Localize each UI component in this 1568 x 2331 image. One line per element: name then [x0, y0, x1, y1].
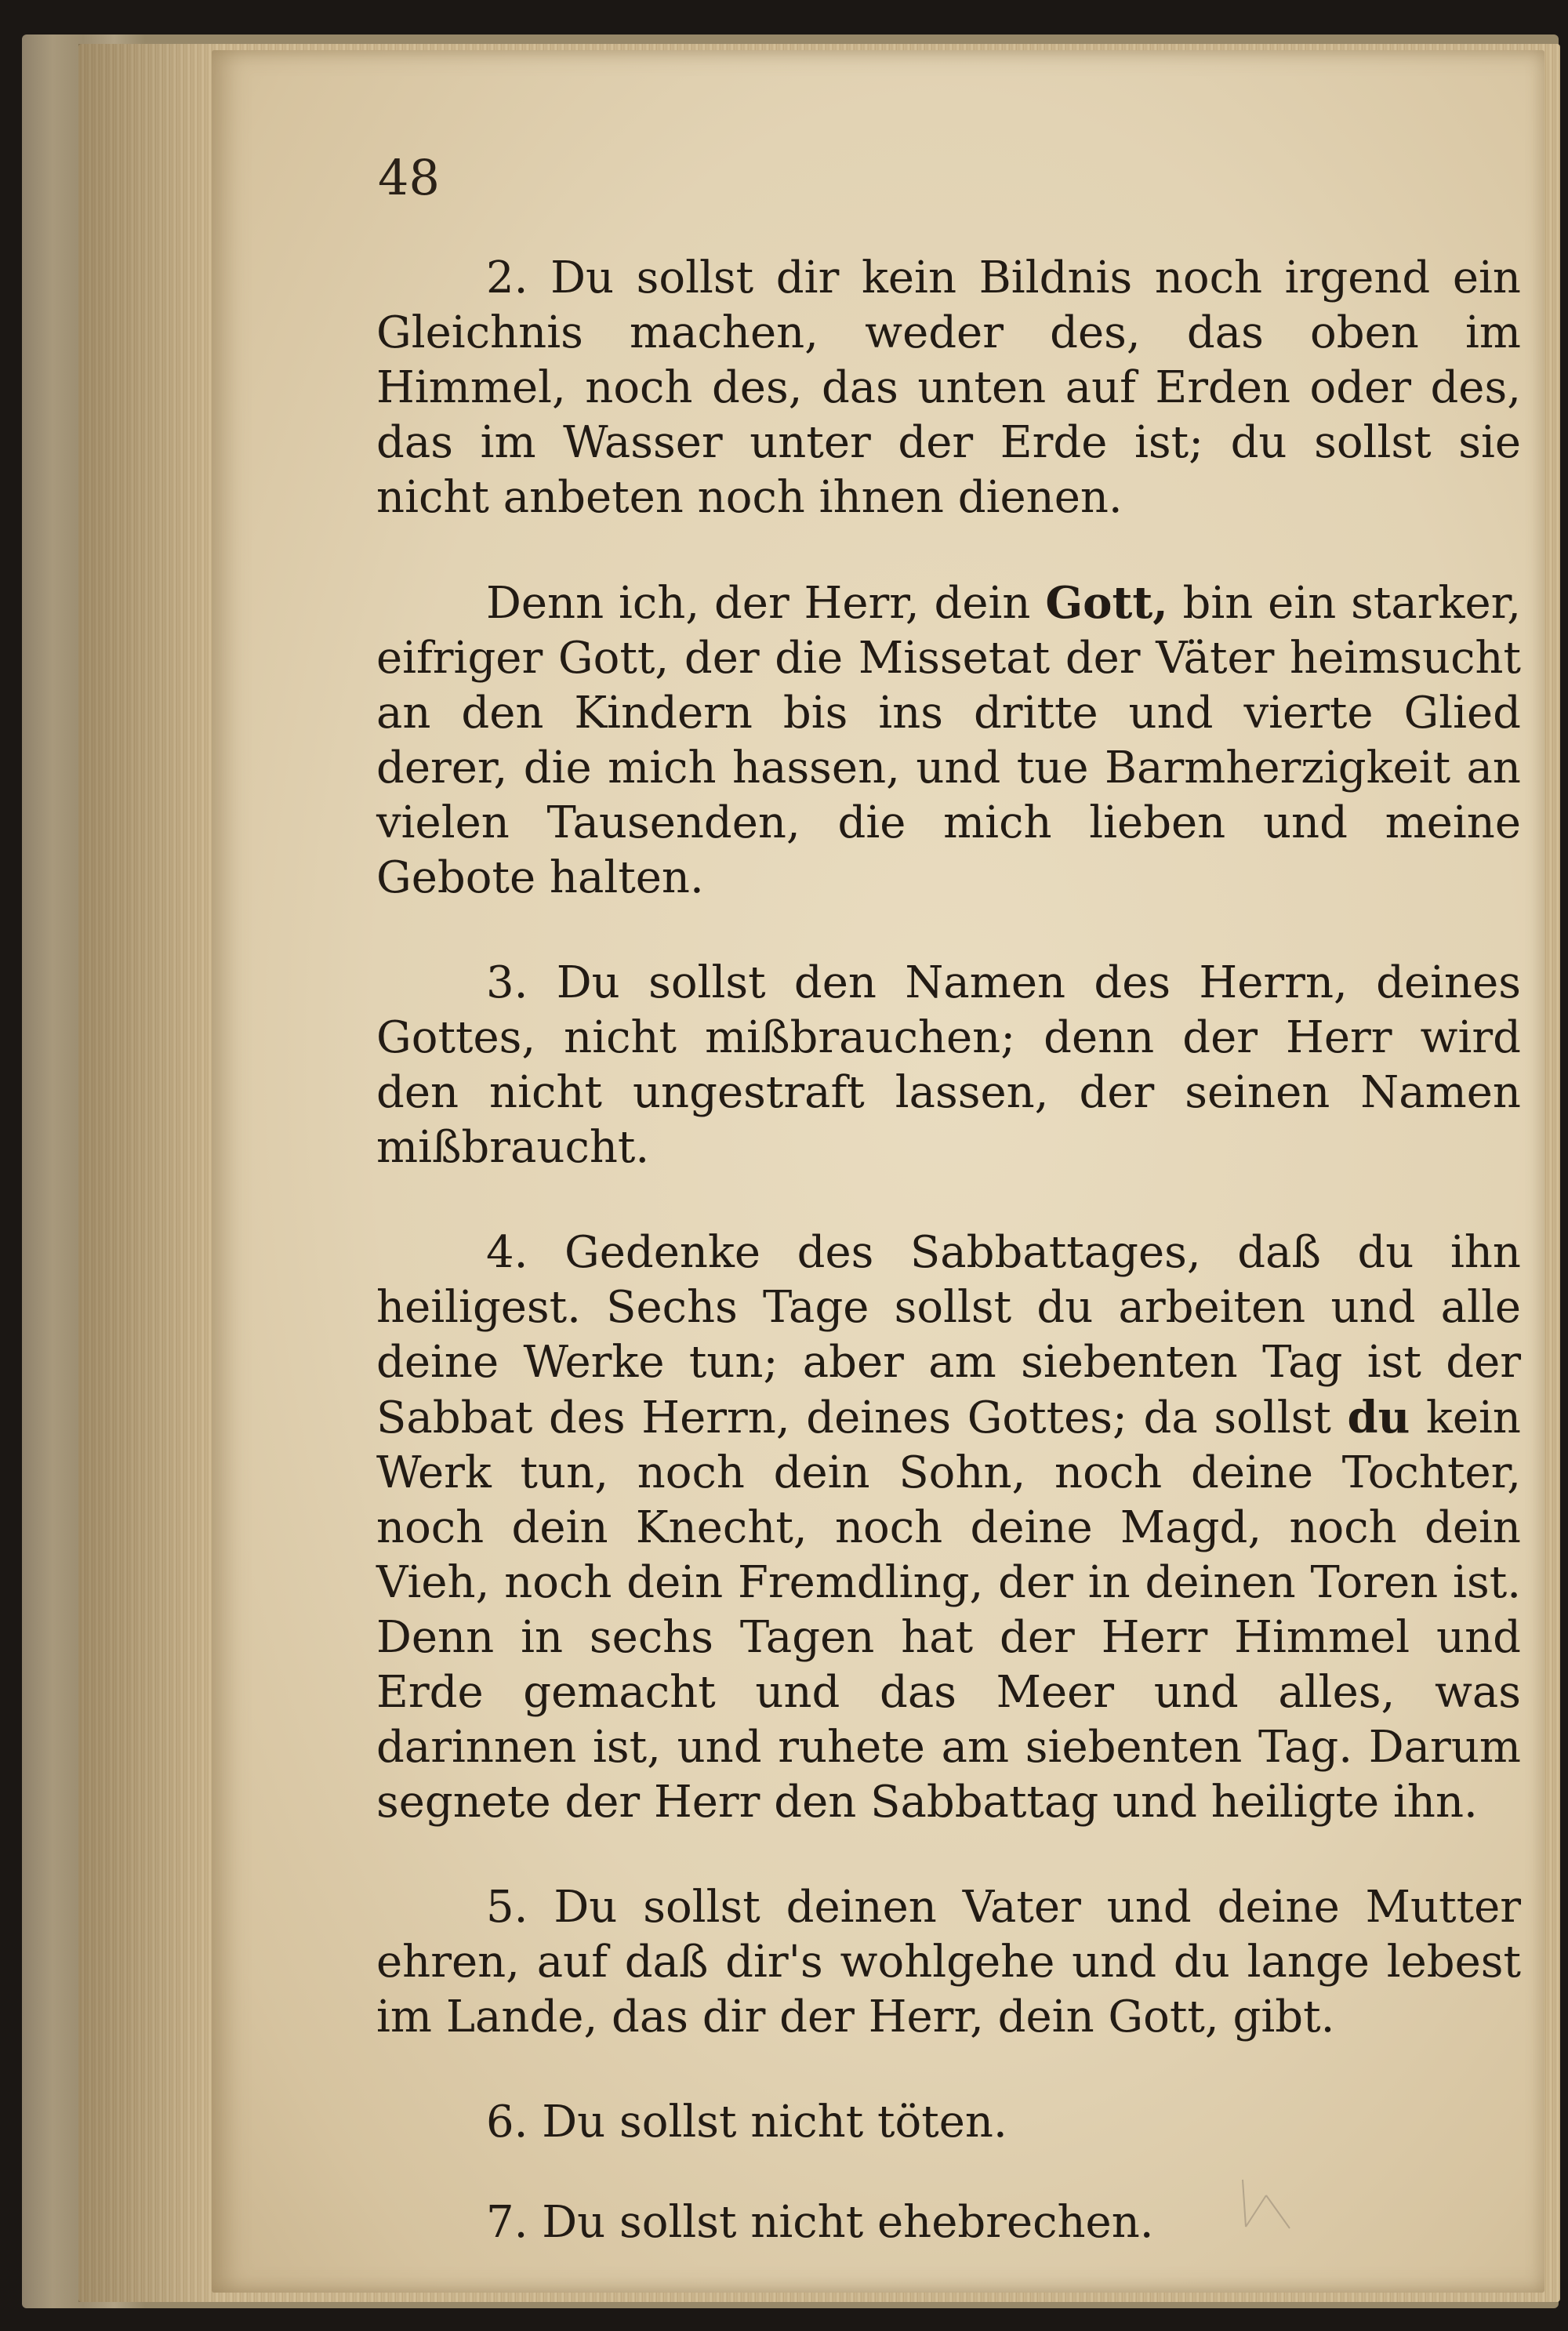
paragraph-text-before: 4. Gedenke des Sabbattages, daß du ihn heiligest. Sechs Tage sollst du arbeiten und alle deine Werke tun; aber am siebenten Tag ist der Sabbat des Herrn, deines Gottes; da sollst [376, 1227, 1521, 1443]
paragraph-commandment-2-continued [376, 575, 1521, 906]
spine-shadow [78, 44, 220, 2302]
paragraph-text-after: kein Werk tun, noch dein Sohn, noch deine Tochter, noch dein Knecht, noch deine Magd, noch dein Vieh, noch dein Fremdling, der in deinen Toren ist. Denn in sechs Tagen hat der Herr Himmel und Erde gemacht und das Meer und alles, was darinnen ist, und ruhete am siebenten Tag. Darum segnete der Herr den Sabbattag und heiligte ihn. [376, 1392, 1521, 1828]
page-number: 48 [378, 149, 440, 206]
paragraph-text-after: bin ein starker, eifriger Gott, der die Missetat der Väter heimsucht an den Kindern bis ins dritte und vierte Glied derer, die mich hassen, und tue Barmherzigkeit an vielen Tausenden, die mich lieben und meine Gebote halten. [376, 578, 1522, 903]
paragraph-commandment-5: 5. Du sollst deinen Vater und deine Mutter ehren, auf daß dir's wohlgehe und du lange lebest im Lande, das dir der Herr, dein Gott, gibt. [376, 1882, 1521, 2042]
emphasized-word: Gott, [1045, 577, 1168, 629]
paragraph-commandment-3: 3. Du sollst den Namen des Herrn, deines Gottes, nicht mißbrauchen; denn der Herr wird den nicht ungestraft lassen, der seinen Namen mißbraucht. [376, 957, 1521, 1173]
paragraph-text-before: Denn ich, der Herr, dein [486, 578, 1046, 629]
paragraph-commandment-2: 2. Du sollst dir kein Bildnis noch irgend ein Gleichnis machen, weder des, das oben im Himmel, noch des, das unten auf Erden oder des, das im Wasser unter der Erde ist; du sollst sie nicht anbeten noch ihnen dienen. [376, 252, 1521, 523]
paragraph-commandment-7: 7. Du sollst nicht ehebrechen. [486, 2197, 1154, 2248]
pencil-mark [1235, 2172, 1305, 2235]
paragraph-commandment-4 [376, 1225, 1521, 1830]
page-text [376, 251, 1521, 2250]
emphasized-word: du [1347, 1392, 1410, 1443]
paragraph-commandment-6: 6. Du sollst nicht töten. [486, 2097, 1007, 2148]
